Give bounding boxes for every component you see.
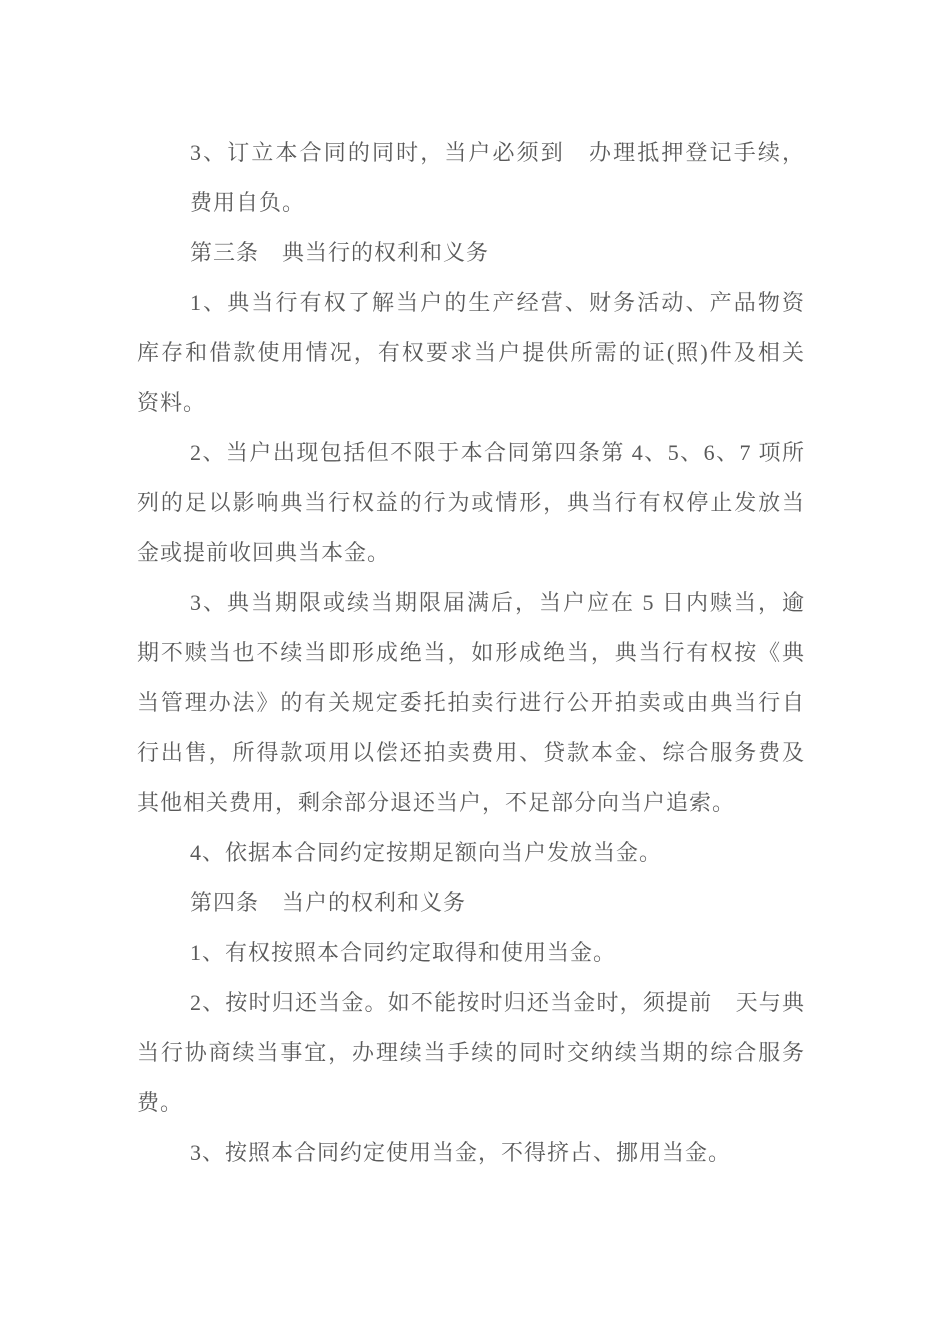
doc-line-21: 3、按照本合同约定使用当金，不得挤占、挪用当金。 (190, 1140, 732, 1165)
doc-line-04: 1、典当行有权了解当户的生产经营、财务活动、产品物资 (190, 290, 805, 315)
doc-line-13: 行出售，所得款项用以偿还拍卖费用、贷款本金、综合服务费及 (137, 740, 805, 765)
section-3-heading: 第三条 典当行的权利和义务 (190, 240, 490, 265)
doc-line-15: 4、依据本合同约定按期足额向当户发放当金。 (190, 840, 663, 865)
doc-line-12: 当管理办法》的有关规定委托拍卖行进行公开拍卖或由典当行自 (137, 690, 805, 715)
doc-line-07: 2、当户出现包括但不限于本合同第四条第 4、5、6、7 项所 (190, 440, 805, 465)
doc-line-01: 3、订立本合同的同时，当户必须到 办理抵押登记手续， (190, 140, 805, 165)
doc-line-19: 当行协商续当事宜，办理续当手续的同时交纳续当期的综合服务 (137, 1040, 805, 1065)
doc-line-11: 期不赎当也不续当即形成绝当，如形成绝当，典当行有权按《典 (137, 640, 805, 665)
doc-line-09: 金或提前收回典当本金。 (137, 540, 391, 565)
doc-line-08: 列的足以影响典当行权益的行为或情形，典当行有权停止发放当 (137, 490, 805, 515)
doc-line-14: 其他相关费用，剩余部分退还当户，不足部分向当户追索。 (137, 790, 736, 815)
doc-line-18: 2、按时归还当金。如不能按时归还当金时，须提前 天与典 (190, 990, 805, 1015)
section-4-heading: 第四条 当户的权利和义务 (190, 890, 467, 915)
document-body (137, 128, 805, 1178)
doc-line-20: 费。 (137, 1090, 184, 1115)
doc-line-17: 1、有权按照本合同约定取得和使用当金。 (190, 940, 617, 965)
doc-line-05: 库存和借款使用情况，有权要求当户提供所需的证(照)件及相关 (137, 340, 805, 365)
doc-line-02: 费用自负。 (190, 190, 306, 215)
doc-line-06: 资料。 (137, 390, 207, 415)
doc-line-10: 3、典当期限或续当期限届满后，当户应在 5 日内赎当，逾 (190, 590, 805, 615)
